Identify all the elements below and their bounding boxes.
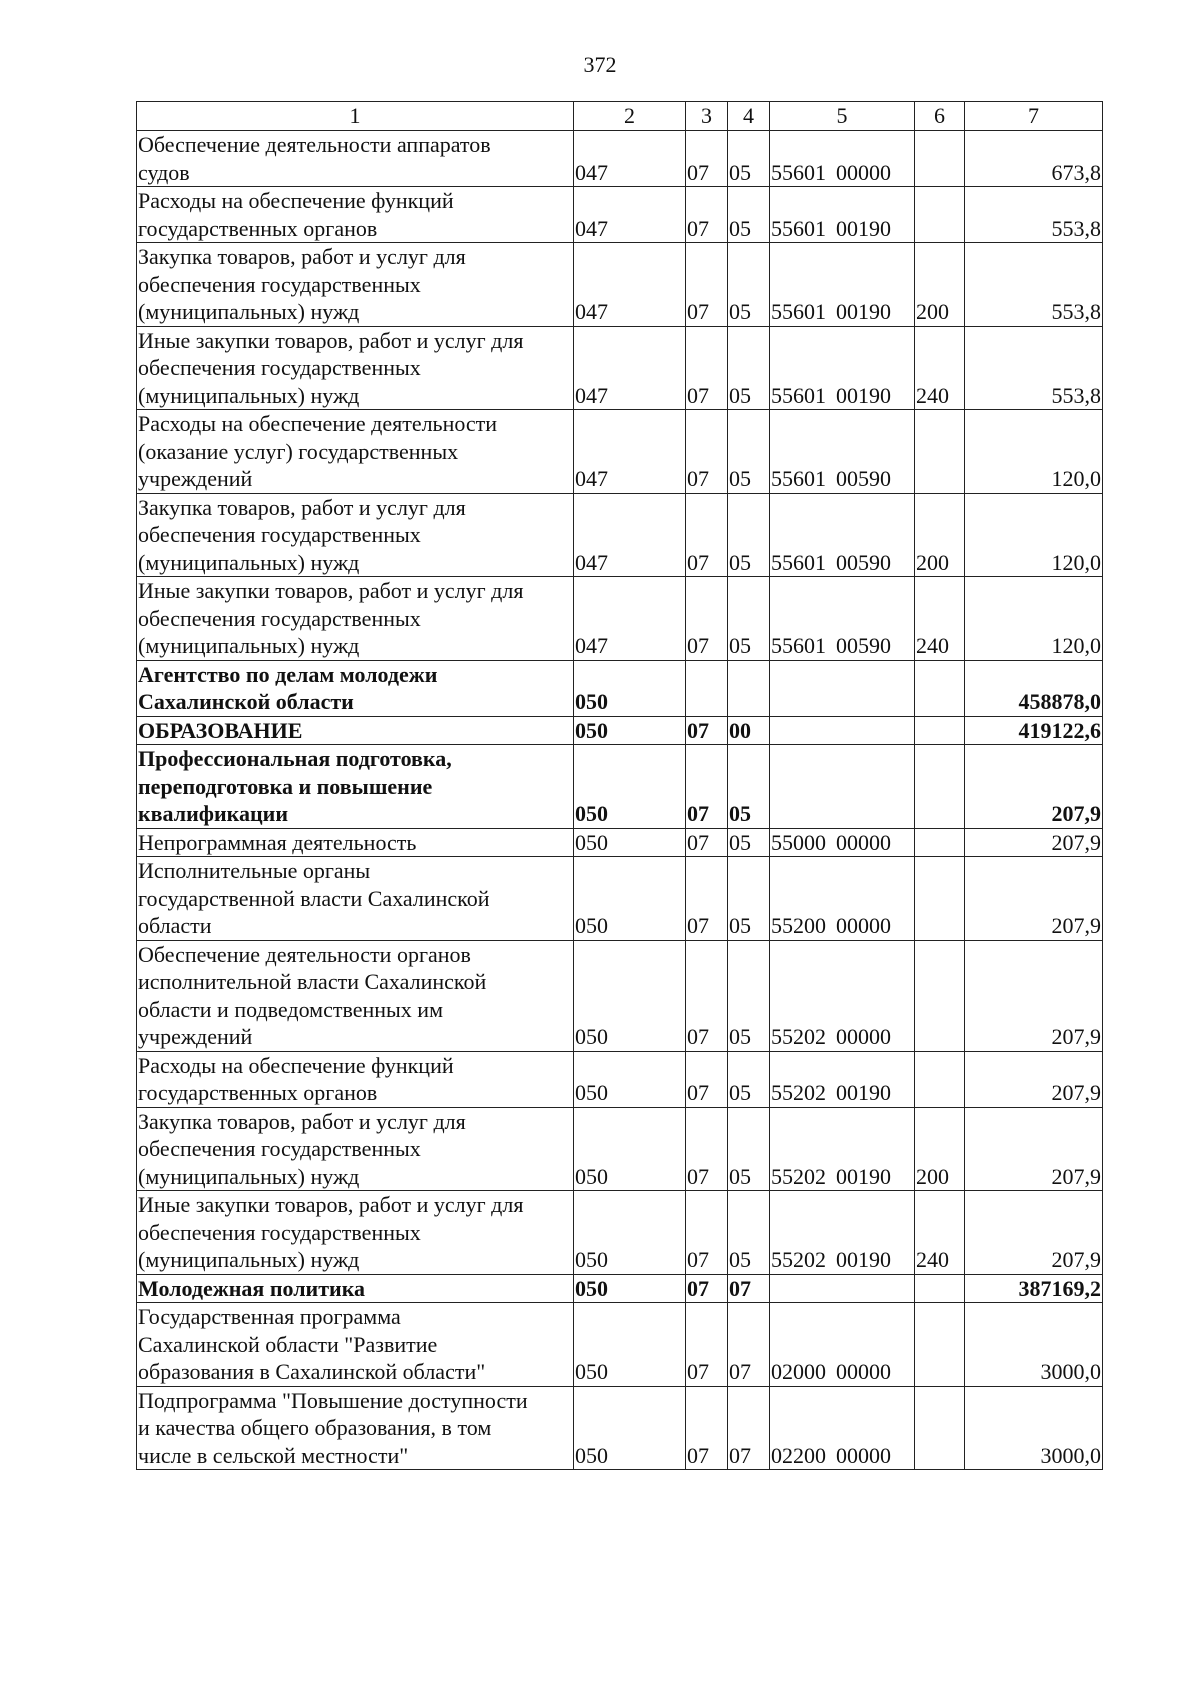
code-admin: 050 <box>574 1386 686 1470</box>
code-target-article-part2: 00000 <box>836 913 891 938</box>
header-col-6: 6 <box>915 102 965 131</box>
row-name <box>137 410 574 494</box>
row-name-line: судов <box>138 159 190 185</box>
code-subsection: 05 <box>728 745 770 829</box>
code-subsection: 00 <box>728 716 770 745</box>
row-name-line: (муниципальных) нужд <box>138 382 360 408</box>
code-admin: 047 <box>574 187 686 243</box>
row-name-line: Непрограммная деятельность <box>138 829 417 855</box>
row-name <box>137 577 574 661</box>
row-name-line: Расходы на обеспечение деятельности <box>138 411 498 436</box>
amount: 207,9 <box>965 1191 1103 1275</box>
row-name-line: учреждений <box>138 466 253 491</box>
amount: 207,9 <box>965 940 1103 1051</box>
code-section: 07 <box>686 326 728 410</box>
code-target-article-part2: 00000 <box>836 1024 891 1049</box>
row-name-line: обеспечения государственных <box>138 605 421 631</box>
row-name <box>137 1107 574 1191</box>
row-name-line: (муниципальных) нужд <box>138 633 360 658</box>
amount: 3000,0 <box>965 1386 1103 1470</box>
code-expense-type <box>915 828 965 857</box>
amount: 458878,0 <box>965 660 1103 716</box>
code-target-article-part2: 00190 <box>836 1080 891 1105</box>
table-row <box>137 1107 1103 1191</box>
row-name-line: Обеспечение деятельности органов <box>138 941 471 967</box>
code-subsection: 05 <box>728 1051 770 1107</box>
code-section <box>686 660 728 716</box>
amount: 553,8 <box>965 187 1103 243</box>
code-admin: 050 <box>574 660 686 716</box>
code-target-article-part1: 55202 <box>771 1247 826 1272</box>
code-section: 07 <box>686 940 728 1051</box>
code-section: 07 <box>686 745 728 829</box>
code-expense-type <box>915 1051 965 1107</box>
code-subsection: 05 <box>728 493 770 577</box>
code-target-article <box>770 410 915 494</box>
budget-table <box>136 101 1103 1470</box>
amount: 120,0 <box>965 577 1103 661</box>
code-target-article-part2: 00190 <box>836 215 891 241</box>
code-target-article-part2: 00000 <box>836 829 891 855</box>
row-name-line: Иные закупки товаров, работ и услуг для <box>138 578 524 603</box>
table-row <box>137 1274 1103 1303</box>
code-section: 07 <box>686 577 728 661</box>
table-row <box>137 745 1103 829</box>
row-name-line: обеспечения государственных <box>138 1136 421 1161</box>
code-target-article-part1: 55200 <box>771 913 826 938</box>
code-subsection <box>728 660 770 716</box>
code-target-article <box>770 857 915 941</box>
code-target-article <box>770 493 915 577</box>
row-name-line: переподготовка и повышение <box>138 773 433 799</box>
code-admin: 050 <box>574 1191 686 1275</box>
code-expense-type <box>915 131 965 187</box>
table-row <box>137 828 1103 857</box>
code-section: 07 <box>686 857 728 941</box>
code-target-article <box>770 187 915 243</box>
code-target-article <box>770 243 915 327</box>
code-section: 07 <box>686 410 728 494</box>
row-name-line: Расходы на обеспечение функций <box>138 188 454 213</box>
amount: 387169,2 <box>965 1274 1103 1303</box>
row-name <box>137 857 574 941</box>
row-name-line: исполнительной власти Сахалинской <box>138 969 487 994</box>
code-target-article <box>770 1191 915 1275</box>
code-admin: 050 <box>574 828 686 857</box>
code-target-article-part2: 00190 <box>836 1247 891 1272</box>
row-name-line: Молодежная политика <box>138 1275 366 1301</box>
amount: 120,0 <box>965 410 1103 494</box>
table-row <box>137 243 1103 327</box>
code-subsection: 07 <box>728 1303 770 1387</box>
table-row <box>137 326 1103 410</box>
code-target-article-part2: 00590 <box>836 549 891 575</box>
code-target-article-part2: 00000 <box>836 1442 891 1468</box>
row-name-line: государственной власти Сахалинской <box>138 885 490 911</box>
code-target-article-part1: 55601 <box>771 159 826 185</box>
code-expense-type: 240 <box>915 1191 965 1275</box>
table-row <box>137 577 1103 661</box>
amount: 419122,6 <box>965 716 1103 745</box>
code-expense-type: 200 <box>915 243 965 327</box>
row-name-line: числе в сельской местности" <box>138 1442 409 1468</box>
code-target-article-part1: 02000 <box>771 1359 826 1384</box>
code-expense-type <box>915 1274 965 1303</box>
row-name-line: квалификации <box>138 801 289 826</box>
amount: 120,0 <box>965 493 1103 577</box>
code-expense-type <box>915 1303 965 1387</box>
code-target-article <box>770 1051 915 1107</box>
row-name-line: и качества общего образования, в том <box>138 1415 492 1440</box>
row-name-line: обеспечения государственных <box>138 522 421 547</box>
row-name <box>137 187 574 243</box>
code-target-article <box>770 716 915 745</box>
code-target-article-part1: 55601 <box>771 382 826 408</box>
row-name-line: (муниципальных) нужд <box>138 1247 360 1272</box>
code-subsection: 07 <box>728 1386 770 1470</box>
code-admin: 047 <box>574 326 686 410</box>
code-admin: 047 <box>574 410 686 494</box>
table-row <box>137 493 1103 577</box>
amount: 207,9 <box>965 1107 1103 1191</box>
code-target-article-part2: 00000 <box>836 159 891 185</box>
row-name-line: Государственная программа <box>138 1304 401 1329</box>
code-subsection: 05 <box>728 857 770 941</box>
code-target-article-part2: 00190 <box>836 299 891 324</box>
code-target-article-part1: 55202 <box>771 1163 826 1189</box>
row-name <box>137 1051 574 1107</box>
table-row <box>137 131 1103 187</box>
code-expense-type <box>915 857 965 941</box>
table-row <box>137 1191 1103 1275</box>
code-admin: 050 <box>574 1303 686 1387</box>
row-name-line: обеспечения государственных <box>138 1219 421 1245</box>
table-row <box>137 660 1103 716</box>
row-name <box>137 745 574 829</box>
code-subsection: 05 <box>728 410 770 494</box>
header-row <box>137 102 1103 131</box>
code-expense-type: 200 <box>915 493 965 577</box>
header-col-5: 5 <box>770 102 915 131</box>
row-name-line: обеспечения государственных <box>138 271 421 297</box>
table-row <box>137 410 1103 494</box>
code-target-article-part1: 55202 <box>771 1080 826 1105</box>
header-col-3: 3 <box>686 102 728 131</box>
code-expense-type <box>915 1386 965 1470</box>
code-target-article-part1: 55601 <box>771 466 826 491</box>
code-admin: 047 <box>574 577 686 661</box>
code-subsection: 05 <box>728 828 770 857</box>
table-row <box>137 857 1103 941</box>
code-expense-type <box>915 410 965 494</box>
code-expense-type <box>915 940 965 1051</box>
row-name-line: государственных органов <box>138 215 378 241</box>
code-section: 07 <box>686 1386 728 1470</box>
row-name-line: обеспечения государственных <box>138 355 421 380</box>
row-name-line: области <box>138 913 212 938</box>
header-col-2: 2 <box>574 102 686 131</box>
code-target-article <box>770 660 915 716</box>
code-expense-type <box>915 745 965 829</box>
code-section: 07 <box>686 1274 728 1303</box>
code-admin: 050 <box>574 857 686 941</box>
code-section: 07 <box>686 716 728 745</box>
row-name-line: (оказание услуг) государственных <box>138 438 459 464</box>
row-name-line: Иные закупки товаров, работ и услуг для <box>138 327 524 353</box>
row-name <box>137 660 574 716</box>
row-name-line: Закупка товаров, работ и услуг для <box>138 494 466 520</box>
code-target-article-part2: 00000 <box>836 1359 891 1384</box>
code-target-article-part1: 55601 <box>771 633 826 658</box>
row-name-line: Закупка товаров, работ и услуг для <box>138 244 466 269</box>
code-target-article <box>770 828 915 857</box>
row-name-line: (муниципальных) нужд <box>138 1163 360 1189</box>
code-subsection: 07 <box>728 1274 770 1303</box>
code-target-article <box>770 1274 915 1303</box>
code-admin: 047 <box>574 493 686 577</box>
row-name <box>137 1386 574 1470</box>
row-name-line: Сахалинской области <box>138 689 354 714</box>
row-name-line: учреждений <box>138 1024 253 1049</box>
code-target-article <box>770 745 915 829</box>
table-row <box>137 716 1103 745</box>
code-section: 07 <box>686 1051 728 1107</box>
code-admin: 050 <box>574 716 686 745</box>
code-section: 07 <box>686 1107 728 1191</box>
code-section: 07 <box>686 493 728 577</box>
amount: 553,8 <box>965 243 1103 327</box>
code-admin: 047 <box>574 243 686 327</box>
code-subsection: 05 <box>728 326 770 410</box>
code-subsection: 05 <box>728 1107 770 1191</box>
code-target-article <box>770 1303 915 1387</box>
code-subsection: 05 <box>728 1191 770 1275</box>
amount: 207,9 <box>965 828 1103 857</box>
code-target-article-part1: 55601 <box>771 299 826 324</box>
header-col-7: 7 <box>965 102 1103 131</box>
table-row <box>137 1386 1103 1470</box>
amount: 207,9 <box>965 1051 1103 1107</box>
code-target-article-part2: 00190 <box>836 382 891 408</box>
row-name-line: Обеспечение деятельности аппаратов <box>138 132 491 157</box>
table-row <box>137 1051 1103 1107</box>
code-admin: 050 <box>574 1051 686 1107</box>
row-name <box>137 716 574 745</box>
row-name <box>137 243 574 327</box>
row-name-line: Подпрограмма "Повышение доступности <box>138 1387 528 1413</box>
code-target-article-part1: 55000 <box>771 829 826 855</box>
row-name-line: образования в Сахалинской области" <box>138 1359 486 1384</box>
row-name-line: (муниципальных) нужд <box>138 549 360 575</box>
code-target-article-part1: 55601 <box>771 549 826 575</box>
table-row <box>137 940 1103 1051</box>
code-expense-type: 200 <box>915 1107 965 1191</box>
row-name-line: государственных органов <box>138 1080 378 1105</box>
code-expense-type: 240 <box>915 577 965 661</box>
row-name-line: Сахалинской области "Развитие <box>138 1331 438 1357</box>
code-expense-type <box>915 660 965 716</box>
code-target-article-part2: 00190 <box>836 1163 891 1189</box>
table-body <box>137 131 1103 1470</box>
code-target-article-part1: 02200 <box>771 1442 826 1468</box>
code-expense-type <box>915 187 965 243</box>
row-name-line: Иные закупки товаров, работ и услуг для <box>138 1192 524 1217</box>
code-admin: 047 <box>574 131 686 187</box>
amount: 553,8 <box>965 326 1103 410</box>
row-name-line: Профессиональная подготовка, <box>138 746 452 771</box>
amount: 3000,0 <box>965 1303 1103 1387</box>
amount: 207,9 <box>965 857 1103 941</box>
code-section: 07 <box>686 243 728 327</box>
code-subsection: 05 <box>728 577 770 661</box>
code-target-article-part2: 00590 <box>836 466 891 491</box>
row-name-line: ОБРАЗОВАНИЕ <box>138 717 303 743</box>
row-name-line: Исполнительные органы <box>138 858 371 883</box>
row-name <box>137 1303 574 1387</box>
code-admin: 050 <box>574 1107 686 1191</box>
header-col-1: 1 <box>137 102 574 131</box>
row-name-line: Закупка товаров, работ и услуг для <box>138 1108 466 1134</box>
amount: 673,8 <box>965 131 1103 187</box>
row-name-line: Расходы на обеспечение функций <box>138 1052 454 1078</box>
row-name-line: области и подведомственных им <box>138 996 444 1022</box>
code-admin: 050 <box>574 745 686 829</box>
code-admin: 050 <box>574 940 686 1051</box>
code-target-article <box>770 131 915 187</box>
code-subsection: 05 <box>728 187 770 243</box>
code-section: 07 <box>686 828 728 857</box>
code-section: 07 <box>686 187 728 243</box>
table-row <box>137 1303 1103 1387</box>
code-section: 07 <box>686 1191 728 1275</box>
code-target-article <box>770 326 915 410</box>
code-target-article-part2: 00590 <box>836 633 891 658</box>
row-name <box>137 1191 574 1275</box>
code-subsection: 05 <box>728 243 770 327</box>
row-name <box>137 131 574 187</box>
row-name <box>137 326 574 410</box>
code-target-article <box>770 577 915 661</box>
page-number: 372 <box>583 52 617 77</box>
code-expense-type: 240 <box>915 326 965 410</box>
code-target-article-part1: 55202 <box>771 1024 826 1049</box>
code-subsection: 05 <box>728 131 770 187</box>
row-name <box>137 493 574 577</box>
code-section: 07 <box>686 1303 728 1387</box>
code-expense-type <box>915 716 965 745</box>
code-target-article <box>770 1386 915 1470</box>
code-target-article <box>770 940 915 1051</box>
row-name-line: (муниципальных) нужд <box>138 299 360 324</box>
code-section: 07 <box>686 131 728 187</box>
header-col-4: 4 <box>728 102 770 131</box>
amount: 207,9 <box>965 745 1103 829</box>
row-name <box>137 1274 574 1303</box>
code-admin: 050 <box>574 1274 686 1303</box>
row-name-line: Агентство по делам молодежи <box>138 661 438 687</box>
code-target-article-part1: 55601 <box>771 215 826 241</box>
row-name <box>137 828 574 857</box>
row-name <box>137 940 574 1051</box>
table-row <box>137 187 1103 243</box>
code-target-article <box>770 1107 915 1191</box>
code-subsection: 05 <box>728 940 770 1051</box>
